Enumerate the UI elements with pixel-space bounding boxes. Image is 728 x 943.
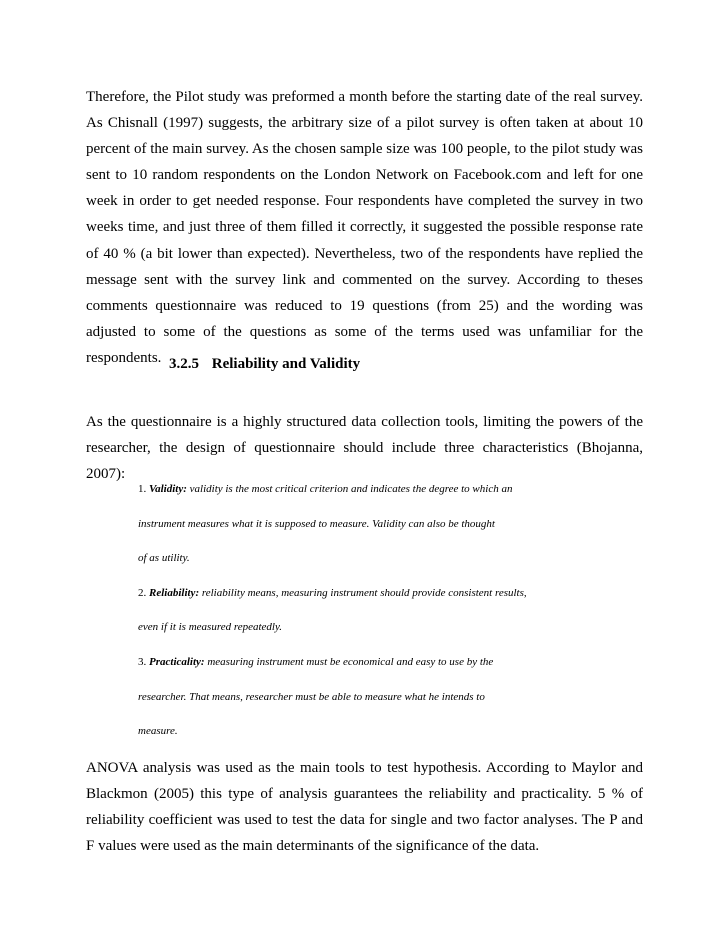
list-item-text: validity is the most critical criterion and indicates the degree to which an	[189, 483, 513, 495]
list-item-validity	[138, 481, 618, 568]
section-number: 3.2.5	[169, 356, 199, 372]
list-item-text: researcher. That means, researcher must be able to measure what he intends to	[138, 690, 485, 703]
list-item-text: reliability means, measuring instrument should provide consistent results,	[201, 586, 527, 599]
list-item-term: Reliability:	[149, 586, 200, 599]
questionnaire-paragraph: As the questionnaire is a highly structured data collection tools, limiting the powers of the researcher, the design of questionnaire should include three characteristics (Bhojanna, 2007):	[86, 414, 643, 483]
anova-paragraph: ANOVA analysis was used as the main tools to test hypothesis. According to Maylor and Blackmon (2005) this type of analysis guarantees the reliability and practicality. 5 % of reliability coefficient was used to test the data for single and two factor analyses. The P and F values were used as the main determinants of the significance of the data.	[86, 760, 643, 855]
characteristics-list	[138, 481, 618, 758]
section-title: Reliability and Validity	[211, 356, 361, 372]
list-item-text: measuring instrument must be economical and easy to use by the	[207, 655, 494, 668]
pilot-study-paragraph: Therefore, the Pilot study was preformed a month before the starting date of the real survey. As Chisnall (1997) suggests, the arbitrary size of a pilot survey is often taken at about 10 percent of the main survey. As the chosen sample size was 100 people, to the pilot study was sent to 10 random respondents on the London Network on Facebook.com and left for one week in order to get needed response. Four respondents have completed the survey in two weeks time, and just three of them filled it correctly, it suggested the possible response rate of 40 % (a bit lower than expected). Nevertheless, two of the respondents have replied the message sent with the survey link and commented on the survey. According to theses comments questionnaire was reduced to 19 questions (from 25) and the wording was adjusted to some of the questions as some of the terms used was unfamiliar for the respondents.	[86, 89, 643, 366]
list-item-text: of as utility.	[138, 552, 190, 565]
list-item-reliability	[138, 585, 618, 637]
section-heading	[169, 356, 360, 373]
list-item-term: Validity:	[149, 483, 187, 495]
list-item-number: 1.	[138, 483, 147, 495]
list-item-practicality	[138, 654, 618, 741]
list-item-text: instrument measures what it is supposed to measure. Validity can also be thought	[138, 517, 495, 530]
list-item-term: Practicality:	[149, 655, 205, 668]
list-item-text: even if it is measured repeatedly.	[138, 621, 282, 634]
list-item-number: 2.	[138, 586, 147, 599]
list-item-text: measure.	[138, 725, 178, 738]
list-item-number: 3.	[138, 655, 147, 668]
